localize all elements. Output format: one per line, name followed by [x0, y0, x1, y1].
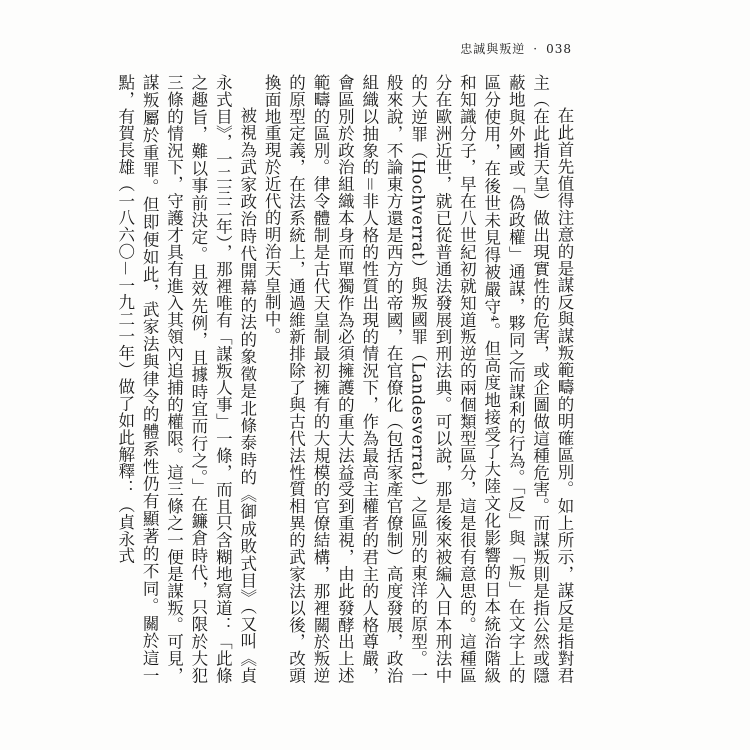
running-header — [460, 40, 572, 57]
running-header-title: 忠誠與叛逆 — [460, 42, 526, 56]
paragraph-2: 被視為武家政治時代開幕的法的象徵是北條泰時的《御成敗式目》（又叫《貞永式目》，一二三二年），那裡唯有「謀叛人事」一條，而且只含糊地寫道：「此條之趣旨，難以事前決定。且效先例，且據時宜而行之。」在鐮倉時代，只限於大犯三條的情況下，守護才具有進入其領內追捕的權限。這三條之一便是謀叛。可見，謀叛屬於重罪。但即便如此，武家法與律令的體系性仍有顯著的不同。關於這一點，有賀長雄（一八六〇－一九二一年）做了如此解釋：（貞永式 — [115, 74, 257, 684]
vertical-body-text — [115, 74, 576, 684]
header-separator: · — [533, 42, 539, 56]
paragraph-1: 在此首先值得注意的是謀反與謀叛範疇的明確區別。如上所示，謀反是指對君主（在此指天皇）做出現實性的危害，或企圖做這種危害。而謀叛則是指公然或隱蔽地與外國或「偽政權」通謀，夥同之而謀利的行為。「反」與「叛」在文字上的區分使用，在後世未見得被嚴守⁴。但高度地接受了大陸文化影響的日本統治階級和知識分子，早在八世紀初就知道叛逆的兩個類型區分，這是很有意思的。這種區分在歐洲近世，就已從普通法發展到刑法典。可以說，那是後來被編入日本刑法中的大逆罪（Hochverrat）與叛國罪（Landesverrat）之區別的東洋的原型。一般來說，不論東方還是西方的帝國，在官僚化（包括家產官僚制）高度發展，政治組織以抽象的＝非人格的性質出現的情況下，作為最高主權者的君主的人格尊嚴，會區別於政治組織本身而單獨作為必須擁護的重大法益受到重視，由此發酵出上述範疇的區別。律令體制是古代天皇制最初擁有的大規模的官僚結構，那裡關於叛逆的原型定義，在法系統上，通過維新排除了與古代法性質相異的武家法以後，改頭換面地重現於近代的明治天皇制中。 — [262, 74, 574, 684]
page-number: 038 — [546, 42, 572, 56]
